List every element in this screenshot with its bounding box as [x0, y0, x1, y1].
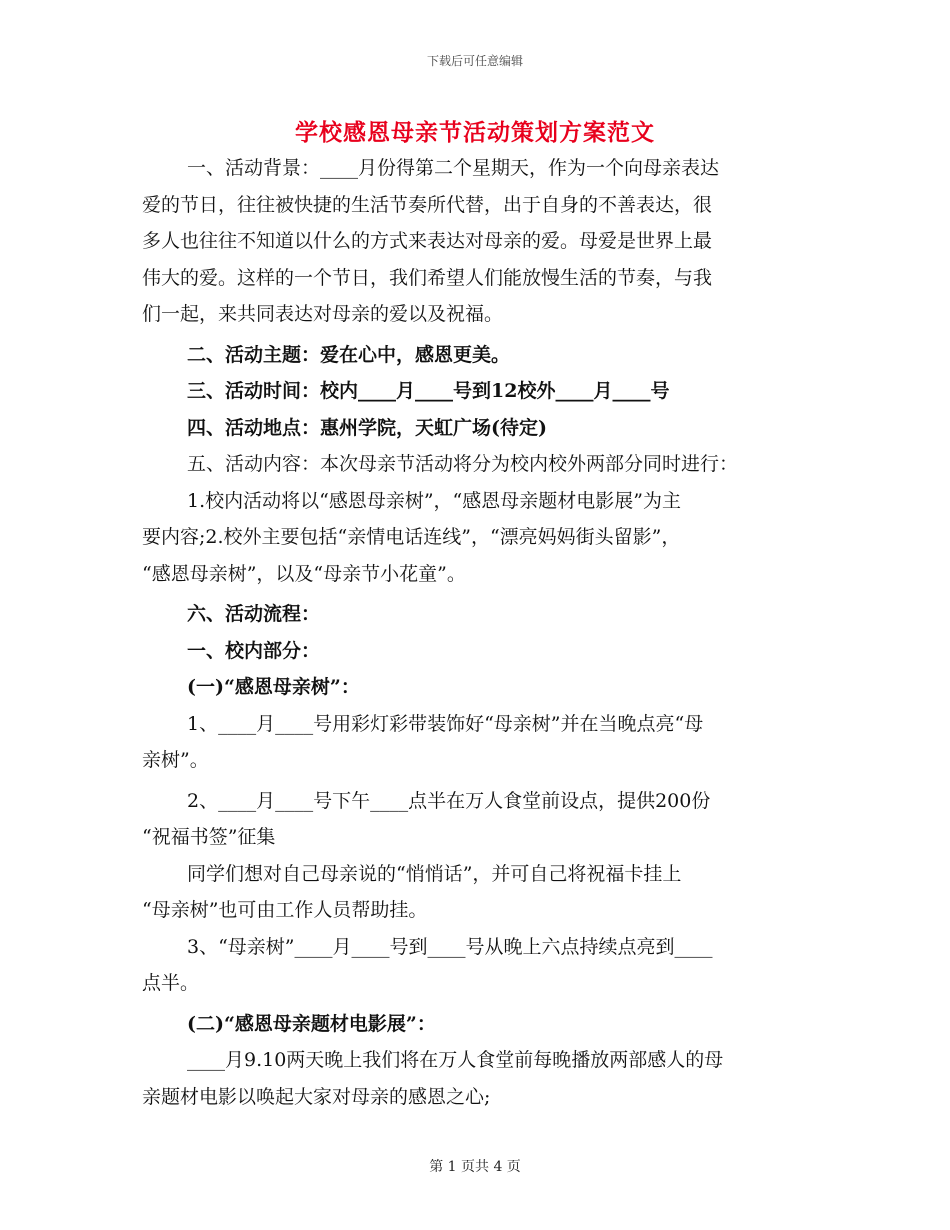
subsection-heading: (二)“感恩母亲题材电影展”：	[187, 1012, 436, 1035]
paragraph-line: 爱的节日，往往被快捷的生活节奏所代替，出于自身的不善表达，很	[142, 193, 713, 216]
document-title: 学校感恩母亲节活动策划方案范文	[295, 119, 655, 146]
paragraph-line: 多人也往往不知道以什么的方式来表达对母亲的爱。母爱是世界上最	[142, 230, 713, 252]
section-heading: 三、活动时间：校内____月____号到12校外____月____号	[187, 380, 670, 402]
paragraph-line: 们一起，来共同表达对母亲的爱以及祝福。	[142, 303, 504, 325]
subsection-heading: (一)“感恩母亲树”：	[187, 676, 360, 698]
paragraph-line: 亲树”。	[142, 749, 209, 771]
paragraph-line: 点半。	[142, 972, 200, 994]
section-heading: 一、校内部分：	[187, 639, 321, 662]
paragraph-line: “感恩母亲树”，以及“母亲节小花童”。	[142, 562, 466, 585]
paragraph-line: 1.校内活动将以“感恩母亲树”，“感恩母亲题材电影展”为主	[187, 489, 681, 512]
paragraph-line: 3、“母亲树”____月____号到____号从晚上六点持续点亮到____	[187, 935, 713, 958]
paragraph-line: 2、____月____号下午____点半在万人食堂前设点，提供200份	[187, 789, 711, 812]
section-heading: 二、活动主题：爱在心中，感恩更美。	[187, 343, 511, 366]
paragraph-line: 伟大的爱。这样的一个节日，我们希望人们能放慢生活的节奏，与我	[142, 266, 713, 289]
section-heading: 六、活动流程：	[187, 603, 321, 625]
paragraph-line: 同学们想对自己母亲说的“悄悄话”，并可自己将祝福卡挂上	[187, 862, 682, 885]
page-footer: 第 1 页共 4 页	[429, 1159, 521, 1175]
paragraph-line: 要内容;2.校外主要包括“亲情电话连线”，“漂亮妈妈街头留影”，	[142, 526, 681, 548]
paragraph-line: ____月9.10两天晚上我们将在万人食堂前每晚播放两部感人的母	[187, 1049, 724, 1071]
document-body	[142, 150, 810, 1115]
paragraph-line: “母亲树”也可由工作人员帮助挂。	[142, 899, 428, 921]
header-note: 下载后可任意编辑	[426, 54, 523, 68]
section-heading: 四、活动地点：惠州学院，天虹广场(待定)	[187, 416, 547, 439]
paragraph-line: 一、活动背景：____月份得第二个星期天，作为一个向母亲表达	[187, 157, 720, 179]
paragraph-line: 1、____月____号用彩灯彩带装饰好“母亲树”并在当晚点亮“母	[187, 712, 704, 735]
paragraph-line: 亲题材电影以唤起大家对母亲的感恩之心;	[142, 1085, 491, 1108]
paragraph-line: “祝福书签”征集	[142, 826, 276, 848]
paragraph-line: 五、活动内容：本次母亲节活动将分为校内校外两部分同时进行：	[187, 453, 739, 475]
